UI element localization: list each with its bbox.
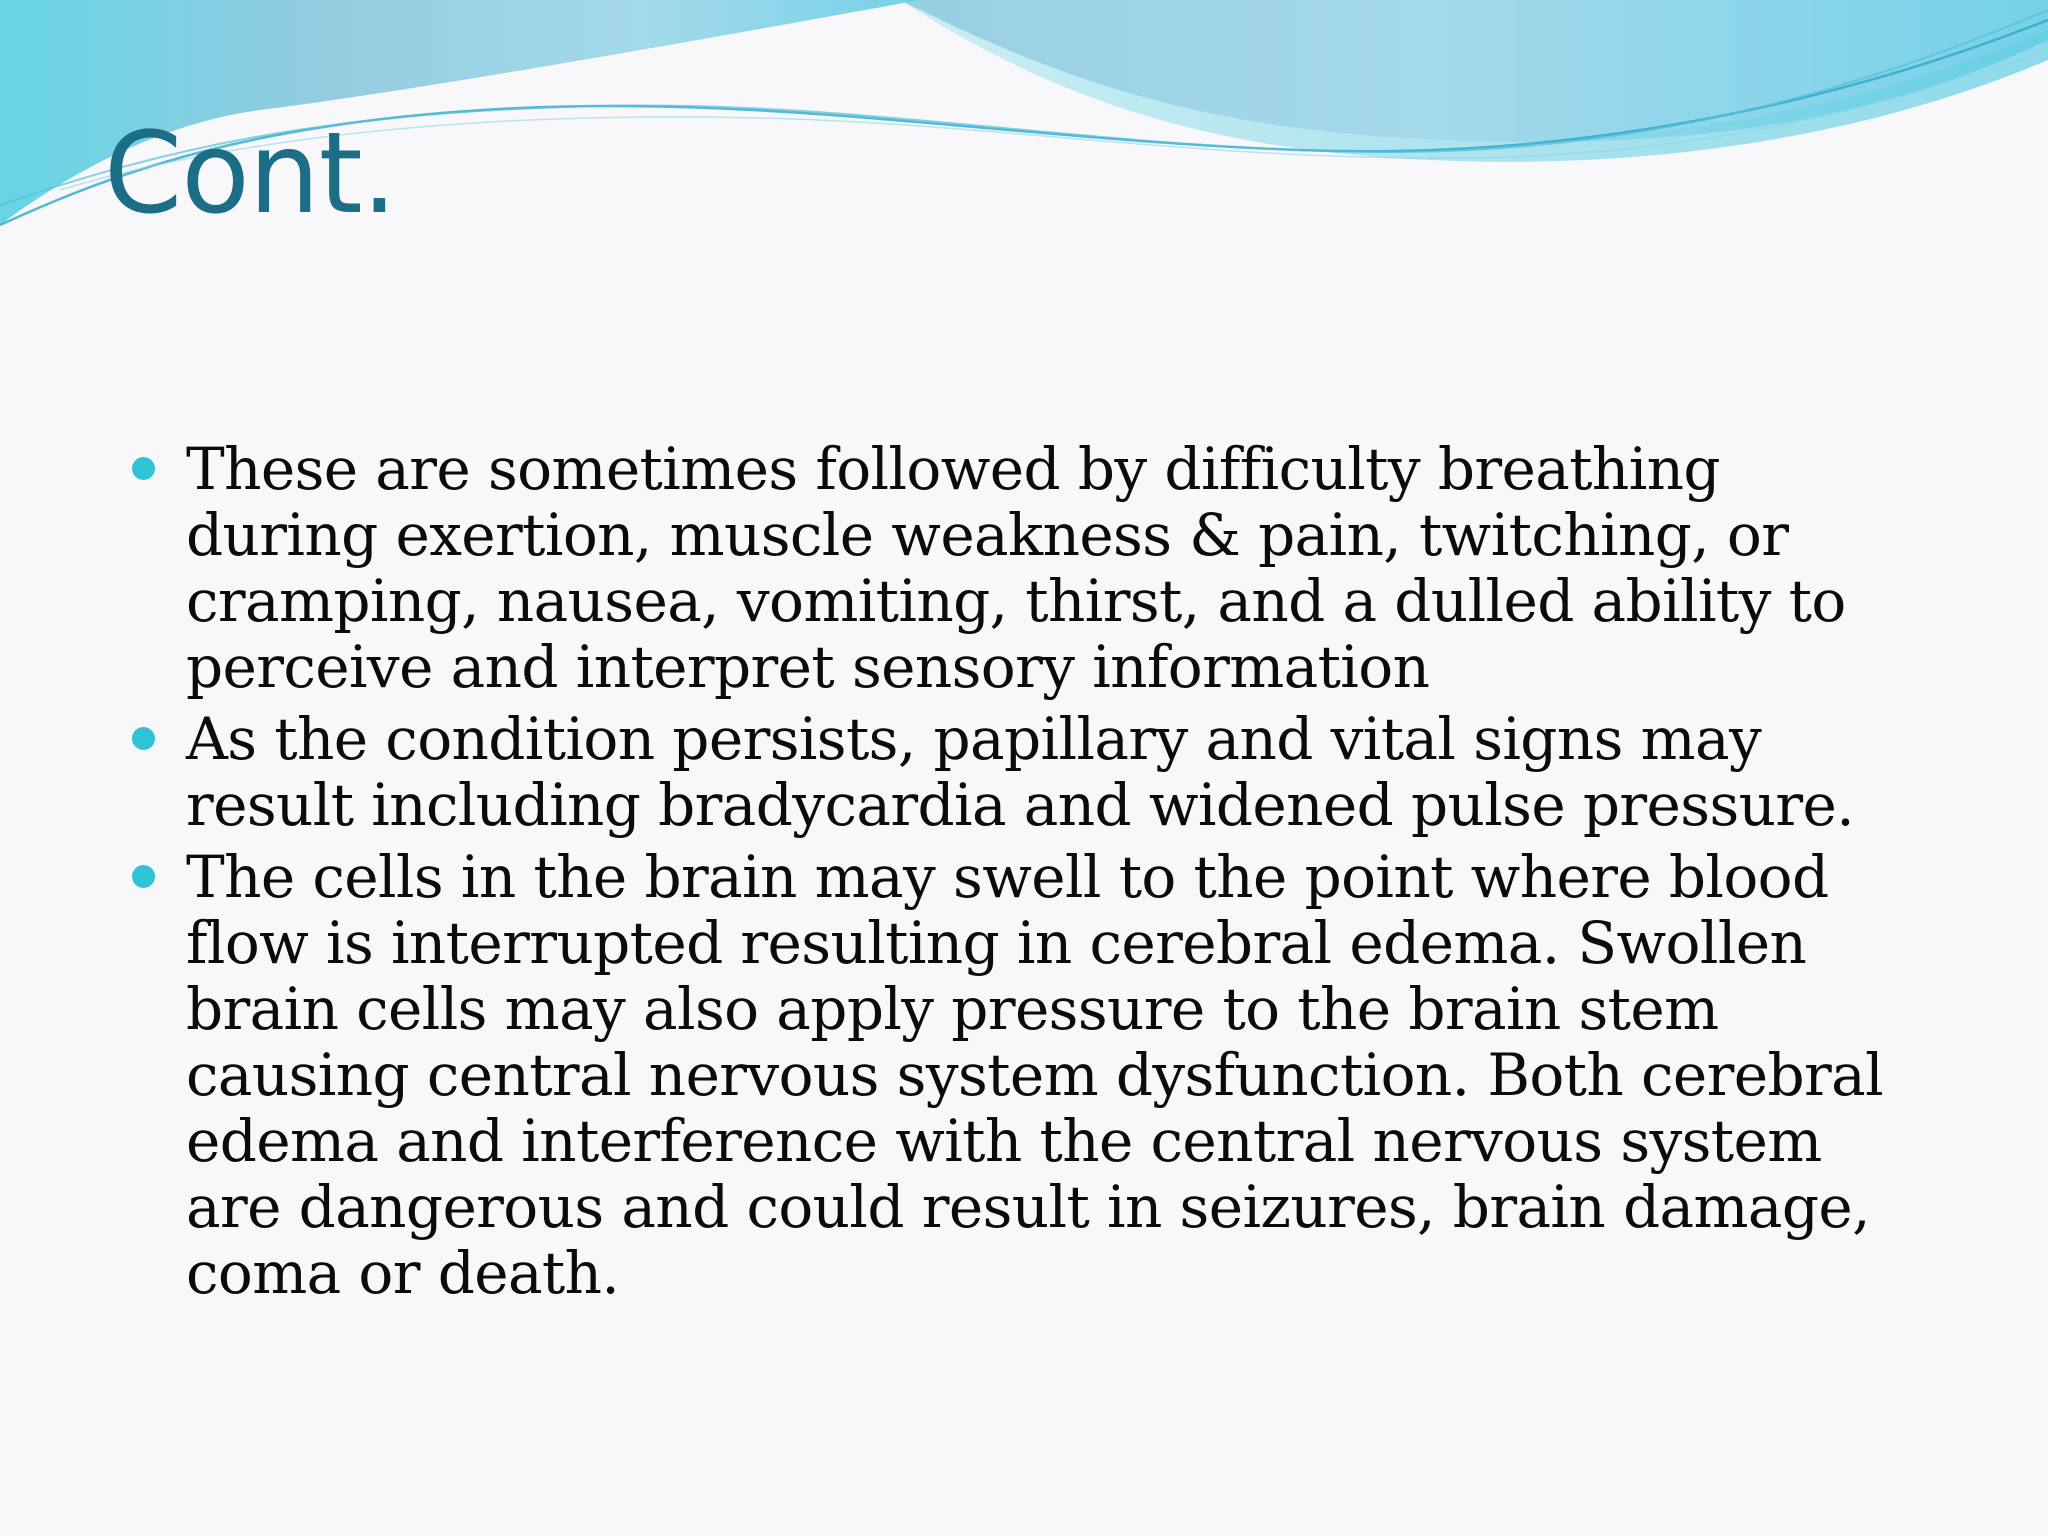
bullet-line: perceive and interpret sensory information [186, 633, 1430, 701]
bullet-line: brain cells may also apply pressure to the brain stem [186, 975, 1719, 1043]
bullet-line: The cells in the brain may swell to the point where blood [186, 843, 1829, 911]
bullet-line: flow is interrupted resulting in cerebral edema. Swollen [186, 909, 1807, 977]
bullet-line: edema and interference with the central nervous system [186, 1107, 1822, 1175]
bullet-line: are dangerous and could result in seizures, brain damage, [186, 1173, 1870, 1241]
bullet-line: causing central nervous system dysfunction. Both cerebral [186, 1041, 1884, 1109]
bullet-line: These are sometimes followed by difficulty breathing [186, 435, 1720, 503]
slide-title: Cont. [104, 109, 397, 239]
bullet-line: result including bradycardia and widened pulse pressure. [186, 771, 1855, 839]
bullet-dot-icon [132, 457, 155, 480]
bullet-item [128, 844, 1988, 1306]
bullet-line: coma or death. [186, 1239, 620, 1307]
bullet-item [128, 436, 1988, 700]
bullet-line: As the condition persists, papillary and vital signs may [186, 705, 1762, 773]
bullet-line: during exertion, muscle weakness & pain, twitching, or [186, 501, 1789, 569]
bullet-list [128, 436, 1988, 1312]
bullet-dot-icon [132, 865, 155, 888]
bullet-dot-icon [132, 727, 155, 750]
bullet-item [128, 706, 1988, 838]
bullet-line: cramping, nausea, vomiting, thirst, and a dulled ability to [186, 567, 1846, 635]
